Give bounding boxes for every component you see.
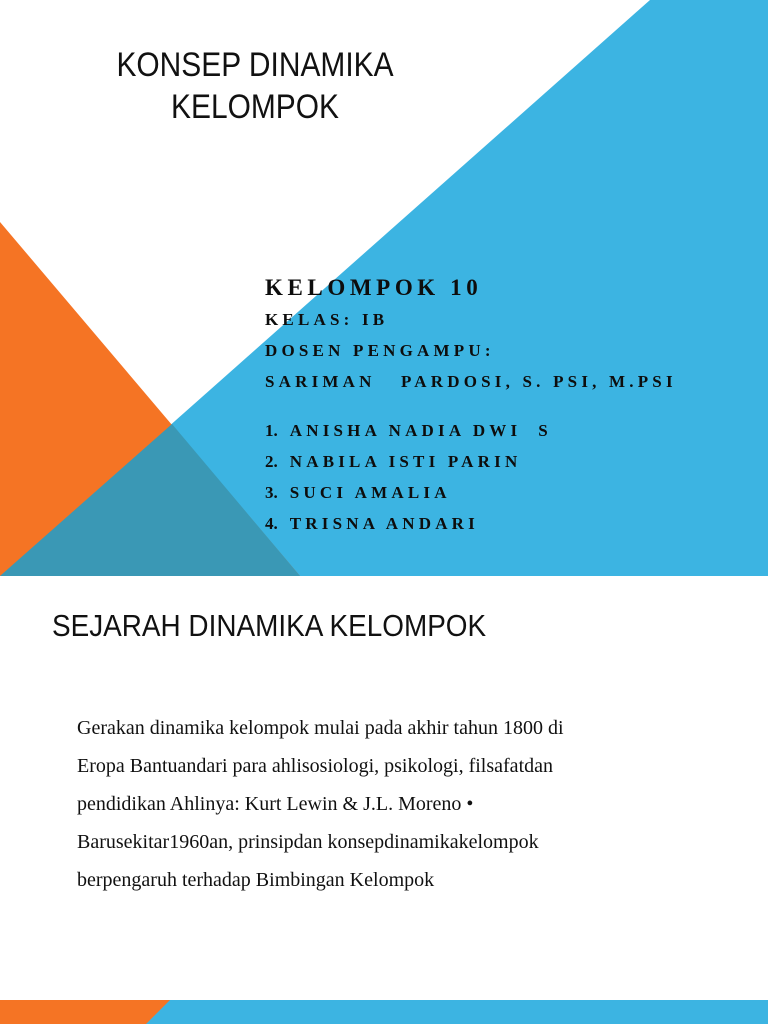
list-item-number: 1. (265, 421, 278, 440)
slide-2-body (77, 709, 677, 899)
body-line: pendidikan Ahlinya: Kurt Lewin & J.L. Moreno • (77, 793, 474, 815)
slide-2-title: SEJARAH DINAMIKA KELOMPOK (52, 608, 487, 643)
lecturer-name: SARIMAN PARDOSI, S. PSI, M.PSI (265, 372, 677, 391)
list-item (265, 446, 677, 477)
member-list (265, 415, 677, 539)
body-line: berpengaruh terhadap Bimbingan Kelompok (77, 869, 435, 891)
list-item-name: TRISNA ANDARI (289, 514, 479, 533)
list-item-number: 4. (265, 514, 278, 533)
lecturer-label: DOSEN PENGAMPU: (265, 341, 495, 360)
title-line-2: KELOMPOK (171, 88, 339, 126)
list-item-name: SUCI AMALIA (289, 483, 451, 502)
body-line: Eropa Bantuandari para ahlisosiologi, psikologi, filsafatdan (77, 755, 553, 777)
group-name: KELOMPOK 10 (265, 275, 483, 300)
slide-1-title (83, 44, 426, 128)
bottom-orange-band (0, 1000, 170, 1024)
list-item-name: NABILA ISTI PARIN (289, 452, 522, 471)
list-item-name: ANISHA NADIA DWI S (289, 421, 552, 440)
body-line: Gerakan dinamika kelompok mulai pada akhir tahun 1800 di (77, 717, 564, 739)
class-line: KELAS: IB (265, 310, 389, 329)
list-item-number: 2. (265, 452, 278, 471)
slide-2 (0, 576, 768, 1024)
list-item (265, 415, 677, 446)
list-item (265, 508, 677, 539)
group-info (265, 272, 677, 539)
list-item (265, 477, 677, 508)
list-item-number: 3. (265, 483, 278, 502)
body-line: Barusekitar1960an, prinsipdan konsepdinamikakelompok (77, 831, 539, 853)
title-line-1: KONSEP DINAMIKA (116, 46, 394, 84)
